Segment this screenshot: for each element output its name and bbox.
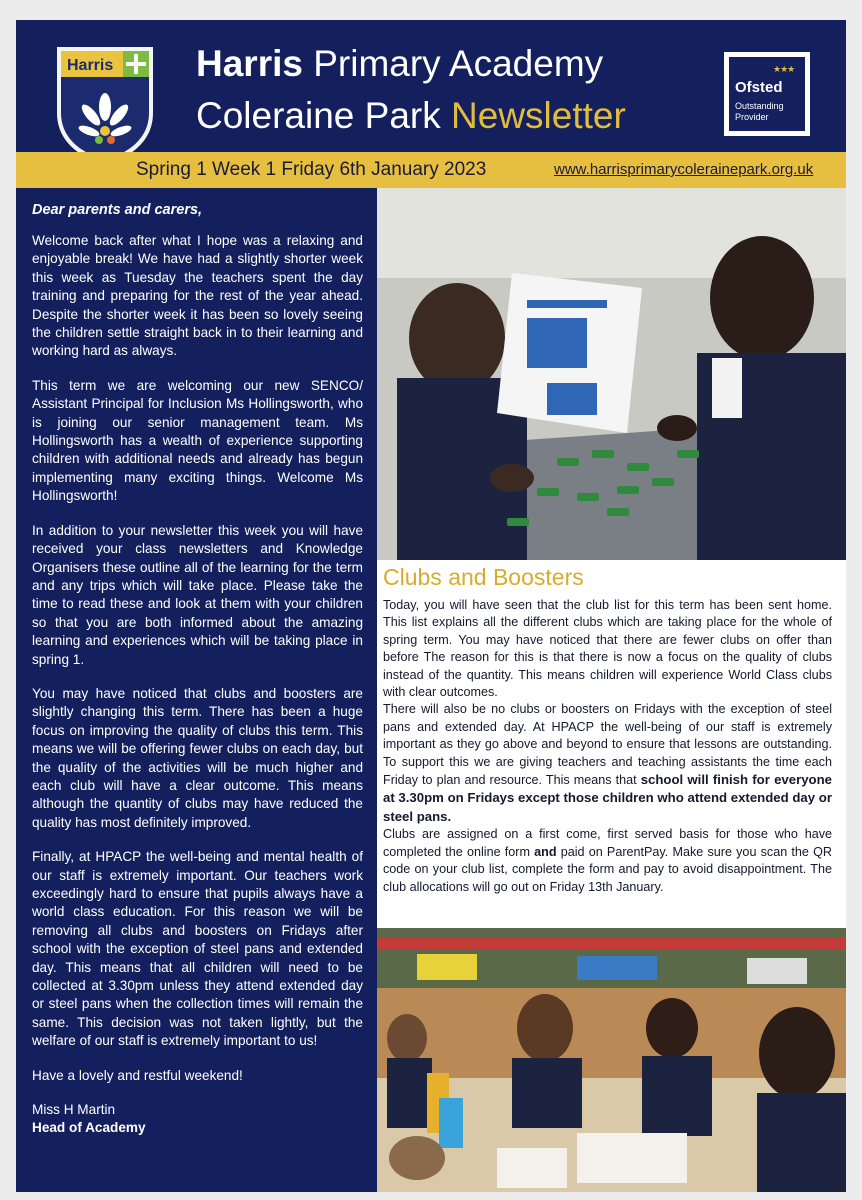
- allocation-text-a: Clubs are assigned on a first come, first served basis for those who have completed the online form: [383, 827, 832, 859]
- clubs-paragraph-allocation: [383, 826, 832, 896]
- clubs-and-boosters-section: [377, 560, 846, 924]
- newsletter-title: [196, 42, 603, 86]
- letter-signoff: [32, 1101, 363, 1138]
- svg-text:Harris: Harris: [67, 57, 114, 74]
- letter-paragraph: Welcome back after what I hope was a relaxing and enjoyable break! We have had a slightly shorter week this week as Tuesday the teachers spent the day training and preparing for the rest of the year ahead. Despite the shorter week it has been so lovely seeing the children settle straight back in to their learning and working hard as always.: [32, 233, 363, 359]
- photo-illustration: [377, 928, 846, 1192]
- newsletter-subtitle: [196, 94, 626, 138]
- letter-paragraph: In addition to your newsletter this week you will have received your class newsletters and Knowledge Organisers these outline all of the learning for the term and any trips which will take place. Please take the time to read these and look at them with your children so that you are both informed about the amazing learning and experiences which will be taking place in spring 1.: [32, 522, 363, 667]
- letter-greeting: Dear parents and carers,: [32, 202, 203, 218]
- photo-illustration: [377, 188, 846, 560]
- newsletter-header: [16, 20, 846, 152]
- ofsted-rating-line2: Provider: [735, 112, 769, 122]
- fridays-text: There will also be no clubs or boosters on Fridays with the exception of steel pans and extended day. At HPACP the well-being of our staff is extremely important as they go above and beyond to ensure that lessons are outstanding. To support this we are giving teachers and teaching assistants the time each Friday to plan and resource. This means that: [383, 702, 832, 788]
- clubs-heading: Clubs and Boosters: [383, 564, 584, 590]
- harris-crest-icon: [53, 43, 157, 167]
- letter-paragraph: You may have noticed that clubs and boosters are slightly changing this term. There has been a huge focus on improving the quality of clubs this term. This means we will be offering fewer clubs on each day, but the quality of the activities will be much higher and each club will have a clear outcome. This means although the quantity of clubs may have reduced the quality has most definitely improved.: [32, 685, 363, 830]
- classroom-photo-drawing: [377, 928, 846, 1192]
- allocation-text-b: paid on ParentPay. Make sure you scan the QR code on your club list, complete the form and pay to avoid disappointment. The club allocations will go out on Friday 13th January.: [383, 844, 832, 894]
- signoff-role: Head of Academy: [32, 1120, 146, 1136]
- date-band: [16, 152, 846, 188]
- fridays-bold-notice: school will finish for everyone at 3.30pm on Fridays except those children who attend extended day or steel pans.: [383, 772, 832, 824]
- title-bold-word: Harris: [196, 43, 303, 84]
- allocation-bold: and: [534, 844, 557, 859]
- website-link[interactable]: www.harrisprimarycolerainepark.org.uk: [554, 161, 814, 178]
- newsletter-page: [16, 20, 846, 1192]
- title-rest: Primary Academy: [313, 43, 604, 84]
- ofsted-logo-icon: [724, 52, 810, 136]
- letter-paragraph: This term we are welcoming our new SENCO/ Assistant Principal for Inclusion Ms Hollingsworth, who is joining our senior management team. Ms Hollingsworth has a wealth of experience supporting children with additional needs and already has begun implementing many exciting things. Welcome Ms Hollingsworth!: [32, 377, 363, 504]
- letter-paragraph: Finally, at HPACP the well-being and mental health of our staff is extremely important. Our teachers work exceedingly hard to ensure that pupils always have a world class education. For this reason we will be removing all clubs and boosters on Fridays after school with the exception of steel pans and extended day. This means that all children will need to be collected at 3.30pm unless they attend extended day or steel pans when the collection times will remain the same. This decision was not taken lightly, but the welfare of our staff is extremely important to us!: [32, 849, 363, 1049]
- ofsted-name: Ofsted: [735, 79, 783, 96]
- issue-date: Spring 1 Week 1 Friday 6th January 2023: [136, 159, 487, 180]
- signoff-name: Miss H Martin: [32, 1102, 116, 1118]
- subtitle-newsletter: Newsletter: [451, 95, 626, 136]
- ofsted-rating: [735, 101, 784, 123]
- ofsted-rating-line1: Outstanding: [735, 101, 784, 111]
- letter-column: [16, 188, 377, 1192]
- subtitle-school: Coleraine Park: [196, 95, 441, 136]
- clubs-paragraph-fridays: [383, 701, 832, 826]
- letter-paragraph: Have a lovely and restful weekend!: [32, 1067, 243, 1083]
- clubs-paragraph: Today, you will have seen that the club list for this term has been sent home. This list explains all the different clubs which are taking place for the whole of spring term. You may have noticed that there are fewer clubs on offer than before The reason for this is that there is now a focus on the quality of clubs instead of the quantity. This means children will experience World Class clubs with clear outcomes.: [383, 598, 832, 700]
- ofsted-stars-icon: ★★★: [773, 64, 795, 74]
- classroom-photo-maths-game: [377, 188, 846, 560]
